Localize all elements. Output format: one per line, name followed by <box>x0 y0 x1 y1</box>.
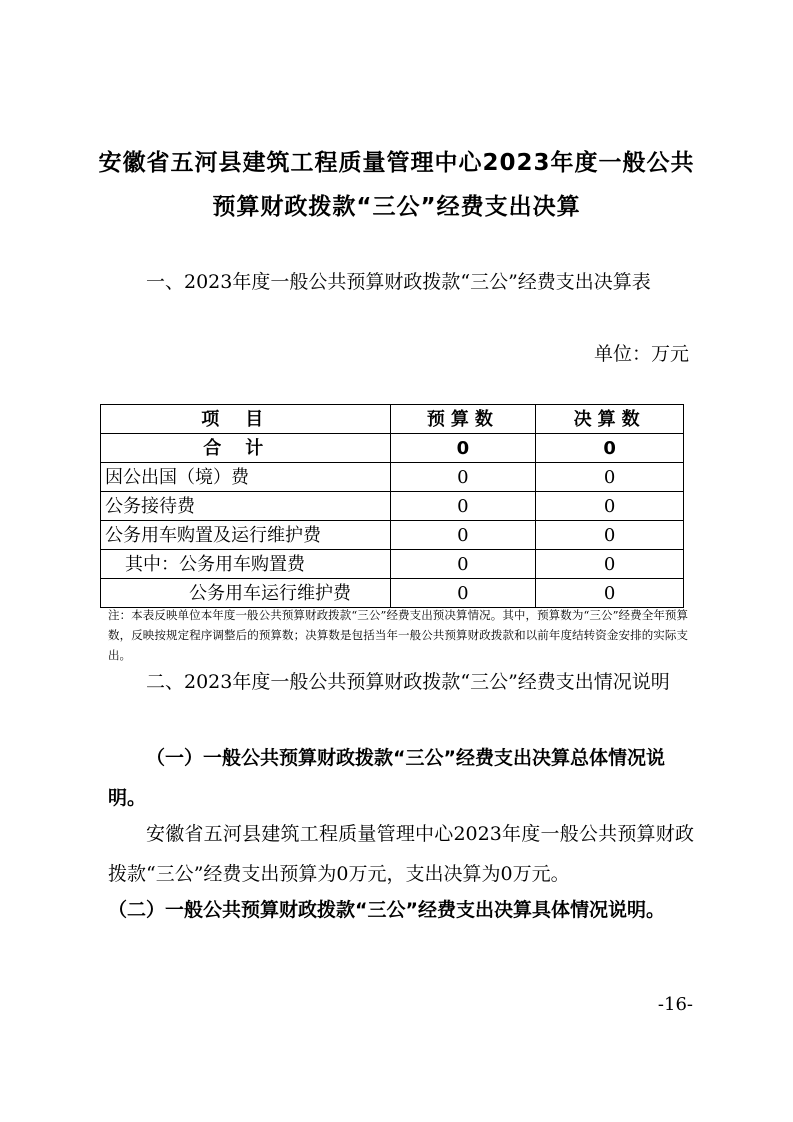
document-title-line-2: 预算财政拨款“三公”经费支出决算 <box>212 194 581 220</box>
table-row <box>101 463 684 492</box>
three-public-expenses-table <box>100 404 684 608</box>
page-number: -16- <box>657 994 693 1015</box>
row-actual: 0 <box>536 492 684 521</box>
subsection-1-body: 安徽省五河县建筑工程质量管理中心2023年度一般公共预算财政拨款“三公”经费支出预算为0万元，支出决算为0万元。 <box>108 823 694 885</box>
row-budget: 0 <box>390 463 536 492</box>
table-row-total <box>101 434 684 463</box>
row-budget: 0 <box>390 579 536 608</box>
row-budget: 0 <box>390 550 536 579</box>
row-actual: 0 <box>536 550 684 579</box>
header-actual: 决算数 <box>536 405 684 434</box>
section-2-heading: 二、2023年度一般公共预算财政拨款“三公”经费支出情况说明 <box>146 671 670 693</box>
row-actual: 0 <box>536 579 684 608</box>
row-budget: 0 <box>390 492 536 521</box>
subsection-2-heading: （二）一般公共预算财政拨款“三公”经费支出决算具体情况说明。 <box>108 899 665 921</box>
row-label: 公务用车运行维护费 <box>101 579 391 608</box>
table-row <box>101 492 684 521</box>
row-label: 公务用车购置及运行维护费 <box>101 521 391 550</box>
row-label: 因公出国（境）费 <box>101 463 391 492</box>
table-row <box>101 521 684 550</box>
row-actual: 0 <box>536 521 684 550</box>
table-row <box>101 550 684 579</box>
subsection-1-heading: （一）一般公共预算财政拨款“三公”经费支出决算总体情况说明。 <box>108 747 665 809</box>
row-label: 公务接待费 <box>101 492 391 521</box>
section-1-heading: 一、2023年度一般公共预算财政拨款“三公”经费支出决算表 <box>146 271 651 293</box>
unit-label: 单位：万元 <box>593 343 689 365</box>
table-row <box>101 579 684 608</box>
table-header-row <box>101 405 684 434</box>
header-budget: 预算数 <box>390 405 536 434</box>
row-label: 合计 <box>101 434 391 463</box>
document-title-line-1: 安徽省五河县建筑工程质量管理中心2023年度一般公共 <box>98 150 695 176</box>
table-note: 注：本表反映单位本年度一般公共预算财政拨款“三公”经费支出预决算情况。其中，预算数为“三公”经费全年预算数，反映按规定程序调整后的预算数；决算数是包括当年一般公共预算财政拨款和以前年度结转资金安排的实际支出。 <box>108 608 688 662</box>
row-actual: 0 <box>536 463 684 492</box>
row-budget: 0 <box>390 434 536 463</box>
header-item: 项目 <box>101 405 391 434</box>
row-label: 其中：公务用车购置费 <box>101 550 391 579</box>
row-actual: 0 <box>536 434 684 463</box>
row-budget: 0 <box>390 521 536 550</box>
